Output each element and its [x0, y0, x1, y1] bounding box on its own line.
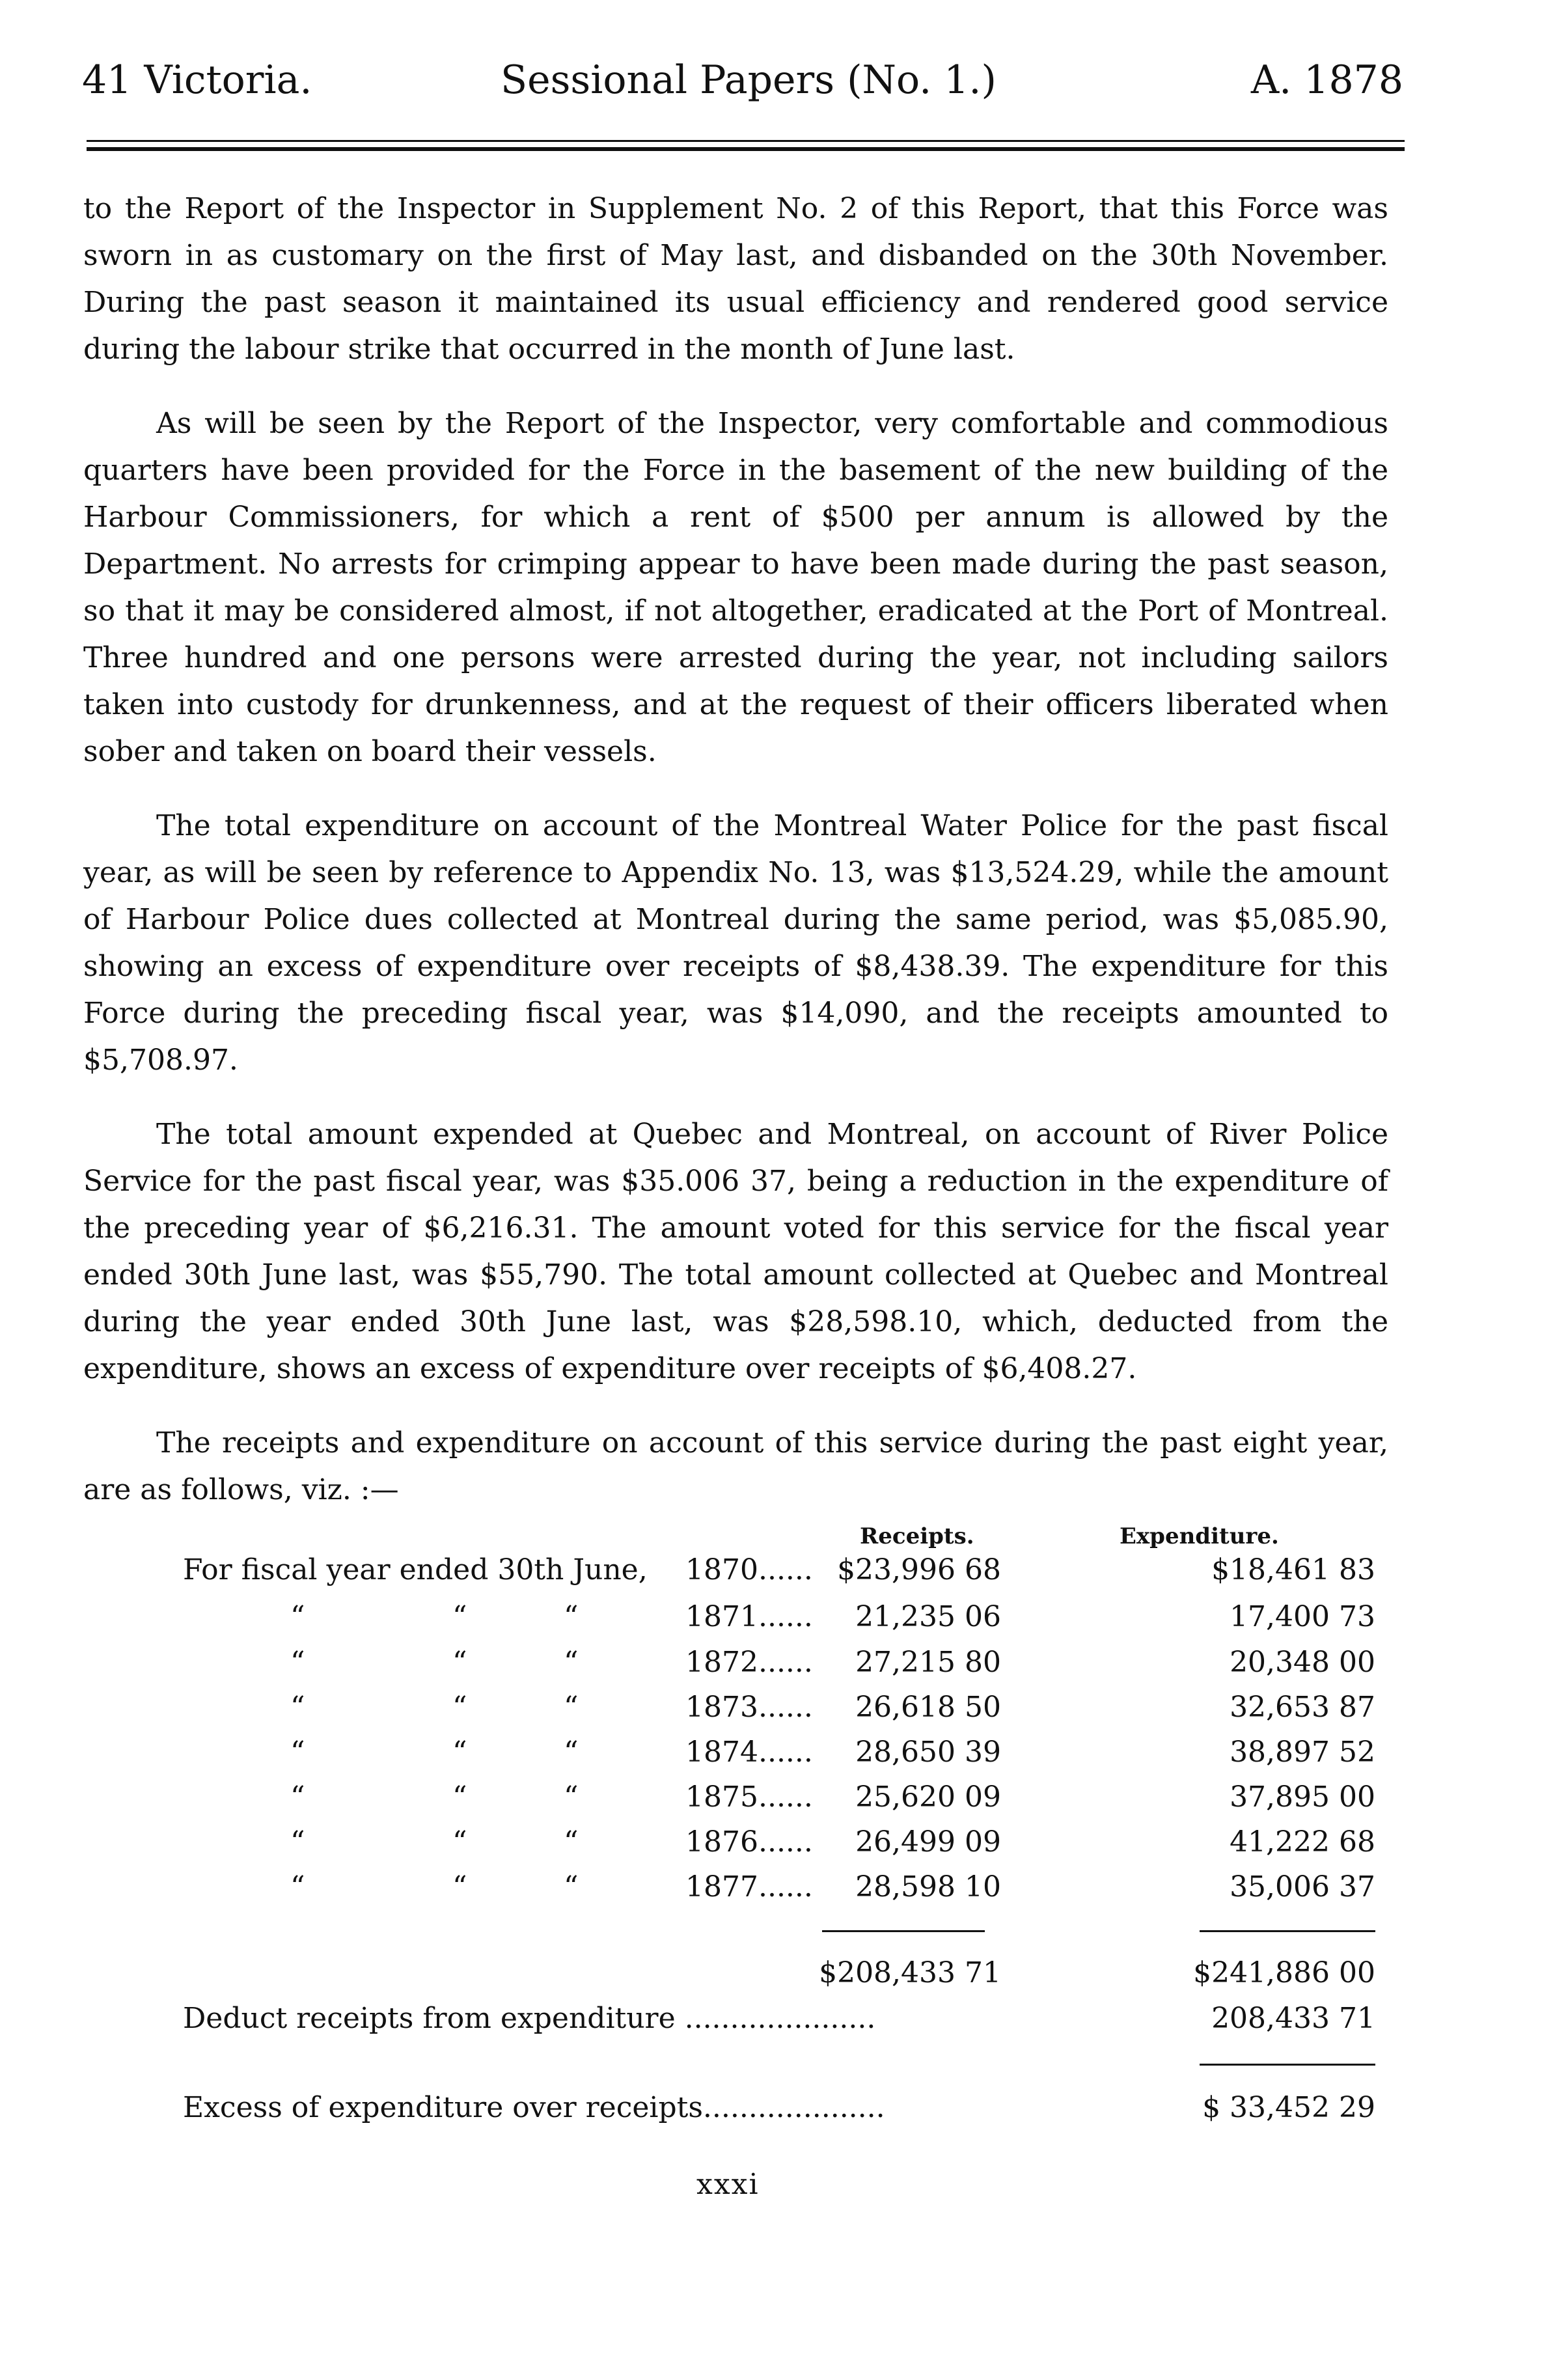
body-text	[83, 186, 1388, 1541]
row-receipts: 21,235 06	[855, 1600, 1001, 1633]
paragraph-3: The total expenditure on account of the Montreal Water Police for the past fiscal year, as will be seen by reference to Appendix No. 13, was $13,524.29, while the amount of Harbour Police dues collected at Montreal during the same period, was $5,085.90, showing an excess of expenditure over receipts of $8,438.39. The expenditure for this Force during the preceding fiscal year, was $14,090, and the receipts amounted to $5,708.97.	[83, 809, 1388, 1077]
row-receipts: 28,598 10	[855, 1870, 1001, 1903]
header-rule-top	[87, 140, 1405, 142]
row-year: 1877......	[685, 1870, 813, 1903]
deduct-row	[83, 2002, 1388, 2049]
paragraph-5: The receipts and expenditure on account of this service during the past eight year, are as follows, viz. :—	[83, 1426, 1388, 1506]
deduct-label: Deduct receipts from expenditure .....................	[183, 2002, 876, 2035]
ditto-mark: “	[564, 1691, 579, 1724]
page-header	[82, 57, 1403, 116]
column-header-receipts: Receipts.	[860, 1523, 974, 1549]
row-expenditure: 32,653 87	[1230, 1691, 1375, 1724]
row-receipts: 26,499 09	[855, 1825, 1001, 1859]
header-title: Sessional Papers (No. 1.)	[501, 57, 997, 103]
ditto-mark: “	[564, 1825, 579, 1859]
ditto-mark: “	[290, 1870, 305, 1903]
row-expenditure: $18,461 83	[1211, 1553, 1375, 1586]
paragraph-4: The total amount expended at Quebec and Montreal, on account of River Police Service for the past fiscal year, was $35.006 37, being a reduction in the expenditure of the preceding year of $6,216.31. The amount voted for this service for the fiscal year ended 30th June last, was $55,790. The total amount collected at Quebec and Montreal during the year ended 30th June last, was $28,598.10, which, deducted from the expenditure, shows an excess of expenditure over receipts of $6,408.27.	[83, 1118, 1388, 1385]
page-number: xxxi	[696, 2168, 760, 2201]
row-receipts: $23,996 68	[837, 1553, 1001, 1586]
ditto-mark: “	[290, 1780, 305, 1814]
header-session: 41 Victoria.	[82, 57, 312, 103]
ditto-mark: “	[564, 1600, 579, 1633]
sum-rule-excess	[1200, 2064, 1375, 2066]
ditto-mark: “	[290, 1825, 305, 1859]
header-rule-bottom	[87, 147, 1405, 151]
sum-rule-expenditure	[1200, 1930, 1375, 1932]
row-expenditure: 35,006 37	[1230, 1870, 1375, 1903]
total-expenditure: $241,886 00	[1193, 1956, 1375, 1989]
row-expenditure: 41,222 68	[1230, 1825, 1375, 1859]
ditto-mark: “	[452, 1691, 467, 1724]
row-receipts: 28,650 39	[855, 1736, 1001, 1769]
table-row	[83, 1646, 1388, 1693]
ditto-mark: “	[564, 1646, 579, 1679]
ditto-mark: “	[290, 1600, 305, 1633]
row-year: 1871......	[685, 1600, 813, 1633]
table-row	[83, 1736, 1388, 1782]
ditto-mark: “	[290, 1736, 305, 1769]
row-expenditure: 20,348 00	[1230, 1646, 1375, 1679]
table-row	[83, 1825, 1388, 1872]
ditto-mark: “	[290, 1646, 305, 1679]
ditto-mark: “	[452, 1736, 467, 1769]
row-receipts: 25,620 09	[855, 1780, 1001, 1814]
ditto-mark: “	[290, 1691, 305, 1724]
sum-rule-receipts	[822, 1930, 985, 1932]
deduct-value: 208,433 71	[1211, 2002, 1375, 2035]
table-row	[83, 1691, 1388, 1737]
row-year: 1872......	[685, 1646, 813, 1679]
row-label: For fiscal year ended 30th June,	[183, 1553, 648, 1586]
ditto-mark: “	[452, 1825, 467, 1859]
totals-row	[83, 1956, 1388, 2003]
ditto-mark: “	[452, 1600, 467, 1633]
row-expenditure: 37,895 00	[1230, 1780, 1375, 1814]
table-row	[83, 1600, 1388, 1647]
row-year: 1874......	[685, 1736, 813, 1769]
ditto-mark: “	[452, 1646, 467, 1679]
total-receipts: $208,433 71	[819, 1956, 1001, 1989]
header-year: A. 1878	[1250, 57, 1403, 103]
ditto-mark: “	[452, 1870, 467, 1903]
row-year: 1870......	[685, 1553, 813, 1586]
row-year: 1873......	[685, 1691, 813, 1724]
row-receipts: 27,215 80	[855, 1646, 1001, 1679]
row-expenditure: 38,897 52	[1230, 1736, 1375, 1769]
ditto-mark: “	[564, 1736, 579, 1769]
ditto-mark: “	[452, 1780, 467, 1814]
excess-row	[83, 2091, 1388, 2138]
column-header-expenditure: Expenditure.	[1120, 1523, 1279, 1549]
table-row	[83, 1780, 1388, 1827]
row-year: 1875......	[685, 1780, 813, 1814]
excess-value: $ 33,452 29	[1202, 2091, 1375, 2124]
ditto-mark: “	[564, 1870, 579, 1903]
row-receipts: 26,618 50	[855, 1691, 1001, 1724]
excess-label: Excess of expenditure over receipts....................	[183, 2091, 885, 2124]
paragraph-1: to the Report of the Inspector in Supplement No. 2 of this Report, that this Force was sworn in as customary on the first of May last, and disbanded on the 30th November. During the past season it maintained its usual efficiency and rendered good service during the labour strike that occurred in the month of June last.	[83, 192, 1388, 366]
paragraph-2: As will be seen by the Report of the Inspector, very comfortable and commodious quarters have been provided for the Force in the basement of the new building of the Harbour Commissioners, for which a rent of $500 per annum is allowed by the Department. No arrests for crimping appear to have been made during the past season, so that it may be considered almost, if not altogether, eradicated at the Port of Montreal. Three hundred and one persons were arrested during the year, not including sailors taken into custody for drunkenness, and at the request of their officers liberated when sober and taken on board their vessels.	[83, 407, 1388, 768]
ditto-mark: “	[564, 1780, 579, 1814]
table-row	[83, 1870, 1388, 1917]
row-year: 1876......	[685, 1825, 813, 1859]
row-expenditure: 17,400 73	[1230, 1600, 1375, 1633]
table-row	[83, 1553, 1388, 1600]
